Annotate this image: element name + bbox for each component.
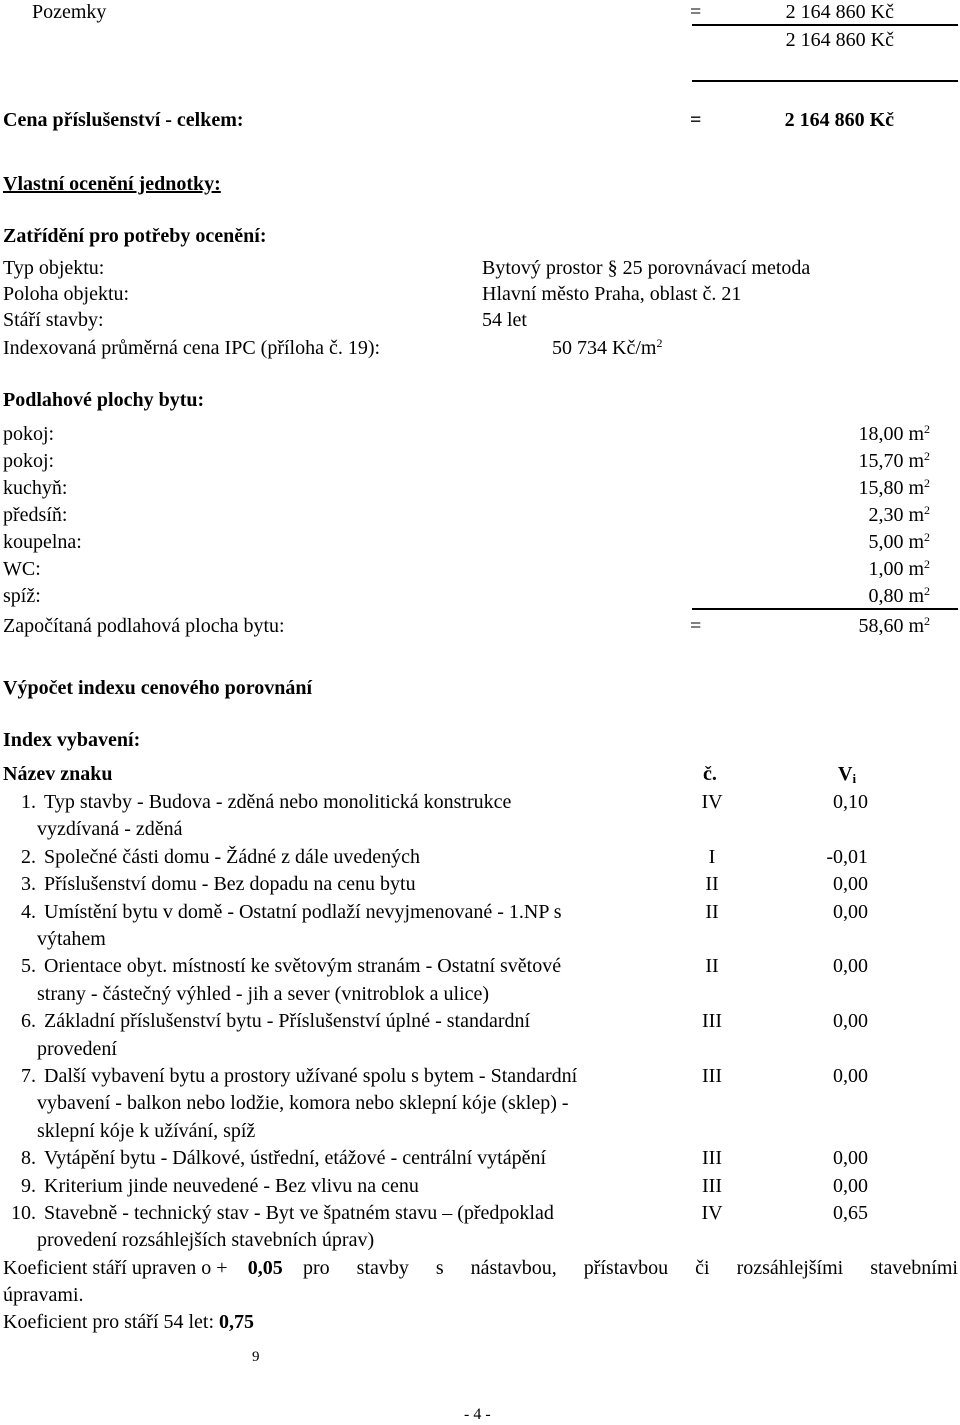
index-item-class: III [702, 1147, 722, 1170]
accessories-total-label: Cena příslušenství - celkem: [3, 109, 244, 131]
room-area [760, 530, 930, 554]
section-sign: § [607, 257, 618, 279]
room-area-unit-sup: 2 [924, 449, 930, 463]
building-age-value: 54 let [482, 309, 527, 331]
age-coef-word: či [695, 1257, 710, 1279]
room-area-number: 2,30 [868, 504, 904, 526]
room-area-unit: m [908, 423, 924, 445]
col-header-number: č. [703, 763, 717, 785]
col-header-v [838, 762, 856, 786]
index-item-number: 2. [21, 845, 36, 868]
index-item-text: Vytápění bytu - Dálkové, ústřední, etážové - centrální vytápění [44, 1147, 547, 1170]
room-name: spíž: [3, 585, 41, 607]
accessories-total-value: 2 164 860 Kč [784, 109, 894, 131]
index-item-value: -0,01 [826, 845, 868, 868]
index-item-text: Orientace obyt. místností ke světovým stranám - Ostatní světové [44, 955, 562, 978]
index-item-value: 0,00 [833, 873, 868, 896]
index-item-class: III [702, 1065, 722, 1087]
ipc-value [552, 336, 662, 360]
index-item-text: Další vybavení bytu a prostory užívané spolu s bytem - Standardní [44, 1065, 578, 1087]
index-item-class: II [705, 900, 719, 923]
room-area-unit: m [908, 585, 924, 607]
room-area-unit-sup: 2 [924, 584, 930, 598]
col-header-v-sub: i [852, 771, 857, 786]
index-item-text: Typ stavby - Budova - zděná nebo monolitická konstrukce [44, 791, 512, 813]
equipment-index-heading: Index vybavení: [3, 729, 141, 751]
object-location-label: Poloha objektu: [3, 283, 130, 305]
index-item-text: výtahem [37, 928, 106, 950]
index-item-value: 0,00 [833, 1065, 868, 1087]
index-item-text: strany - částečný výhled - jih a sever (vnitroblok a ulice) [37, 982, 490, 1005]
index-item-value: 0,00 [833, 1174, 868, 1197]
room-area-unit: m [908, 450, 924, 472]
col-header-name: Název znaku [3, 763, 113, 785]
index-item-class: II [705, 873, 719, 896]
floor-total-number: 58,60 [858, 615, 904, 637]
underline-subtotal [692, 80, 958, 82]
classification-heading: Zatřídění pro potřeby ocenění: [3, 225, 267, 247]
object-location-value: Hlavní město Praha, oblast č. 21 [482, 283, 742, 305]
room-name: předsíň: [3, 504, 68, 526]
age-coef-word: s [435, 1257, 444, 1279]
footnote-mark: 9 [252, 1349, 260, 1365]
underline-pozemky [692, 24, 958, 26]
index-item-class: II [705, 955, 719, 978]
room-area-unit: m [908, 558, 924, 580]
index-item-class: IV [701, 791, 723, 813]
subtotal-value: 2 164 860 Kč [785, 29, 894, 51]
object-type-text: Bytový prostor [482, 257, 603, 279]
index-item-number: 9. [21, 1174, 36, 1197]
index-item-number: 8. [21, 1147, 36, 1170]
room-area-unit: m [908, 531, 924, 553]
floor-total-unit-sup: 2 [924, 614, 930, 628]
pozemky-equals: = [690, 1, 702, 23]
col-header-v-text: V [838, 763, 853, 785]
floor-total-unit: m [908, 615, 924, 637]
age-coef-text-a: Koeficient stáří upraven o + [3, 1257, 228, 1279]
building-age-label: Stáří stavby: [3, 309, 104, 331]
index-item-text: Stavebně - technický stav - Byt ve špatném stavu – (předpoklad [44, 1202, 554, 1224]
room-area-unit-sup: 2 [924, 503, 930, 517]
room-name: WC: [3, 558, 41, 580]
age-coef-word: rozsáhlejšími [736, 1257, 844, 1279]
room-area [760, 422, 930, 446]
ipc-value-text: 50 734 Kč/m [552, 337, 657, 359]
age-coef-word: stavebními [870, 1257, 958, 1279]
room-name: koupelna: [3, 531, 82, 553]
index-item-number: 10. [11, 1202, 36, 1224]
index-item-number: 4. [21, 900, 36, 923]
age-coef-line-3 [3, 1310, 254, 1334]
age-coef-line-2: úpravami. [3, 1284, 84, 1306]
age-coef-word: přístavbou [583, 1257, 669, 1279]
room-area [760, 557, 930, 581]
index-item-value: 0,00 [833, 955, 868, 978]
room-area-number: 1,00 [868, 558, 904, 580]
index-item-value: 0,00 [833, 1147, 868, 1170]
index-item-text: provedení rozsáhlejších stavebních úprav) [37, 1229, 375, 1252]
room-area-number: 0,80 [868, 585, 904, 607]
age-coef-line-1 [3, 1256, 958, 1280]
room-name: kuchyň: [3, 477, 68, 499]
room-area [760, 476, 930, 500]
index-item-number: 1. [21, 791, 36, 813]
floor-total-value [760, 614, 930, 638]
age-coef-text-b [303, 1256, 958, 1280]
index-heading: Výpočet indexu cenového porovnání [3, 677, 313, 699]
room-area [760, 503, 930, 527]
index-item-number: 6. [21, 1010, 36, 1033]
room-area-unit-sup: 2 [924, 557, 930, 571]
pozemky-label: Pozemky [32, 1, 107, 23]
index-item-value: 0,10 [833, 791, 868, 813]
object-type-method: 25 porovnávací metoda [622, 257, 811, 279]
room-area-unit-sup: 2 [924, 530, 930, 544]
room-area-unit: m [908, 477, 924, 499]
index-item-text: Kriterium jinde neuvedené - Bez vlivu na cenu [44, 1174, 419, 1197]
index-item-class: III [702, 1174, 722, 1197]
index-item-number: 7. [21, 1065, 36, 1087]
room-name: pokoj: [3, 423, 55, 445]
object-type-label: Typ objektu: [3, 257, 105, 279]
index-item-number: 3. [21, 873, 36, 896]
index-item-value: 0,00 [833, 1010, 868, 1033]
pozemky-value: 2 164 860 Kč [785, 1, 894, 23]
age-coef-adjustment: 0,05 [247, 1257, 283, 1279]
index-item-text: vybavení - balkon nebo lodžie, komora nebo sklepní kóje (sklep) - [37, 1092, 569, 1115]
index-item-text: vyzdívaná - zděná [37, 818, 183, 841]
index-item-class: III [702, 1010, 722, 1033]
room-area-number: 5,00 [868, 531, 904, 553]
page-number: - 4 - [464, 1406, 491, 1423]
index-item-text: sklepní kóje k užívání, spíž [37, 1119, 256, 1142]
index-item-text: Příslušenství domu - Bez dopadu na cenu bytu [44, 873, 416, 896]
index-item-number: 5. [21, 955, 36, 978]
room-area-unit-sup: 2 [924, 476, 930, 490]
index-item-value: 0,65 [833, 1202, 868, 1224]
room-area-number: 15,70 [858, 450, 904, 472]
room-name: pokoj: [3, 450, 55, 472]
ipc-value-sup: 2 [656, 336, 663, 350]
age-coef-value: 0,75 [219, 1311, 255, 1333]
floor-total-equals: = [690, 615, 702, 637]
age-coef-word: stavby [356, 1257, 409, 1279]
room-area [760, 584, 930, 608]
floor-areas-heading: Podlahové plochy bytu: [3, 389, 205, 411]
underline-floor-areas [692, 608, 958, 610]
index-item-value: 0,00 [833, 900, 868, 923]
age-coef-word: pro [303, 1257, 330, 1279]
room-area-number: 15,80 [858, 477, 904, 499]
index-item-class: IV [701, 1202, 723, 1224]
index-item-text: provedení [37, 1037, 117, 1060]
room-area-unit: m [908, 504, 924, 526]
age-coef-label: Koeficient pro stáří 54 let: [3, 1311, 215, 1333]
index-item-text: Umístění bytu v domě - Ostatní podlaží nevyjmenované - 1.NP s [44, 900, 562, 923]
age-coef-word: nástavbou, [470, 1257, 557, 1279]
floor-total-label: Započítaná podlahová plocha bytu: [3, 615, 285, 637]
unit-valuation-heading: Vlastní ocenění jednotky: [3, 173, 221, 195]
index-item-text: Společné části domu - Žádné z dále uvedených [44, 845, 420, 868]
object-type-value [482, 256, 810, 280]
room-area-number: 18,00 [858, 423, 904, 445]
ipc-label: Indexovaná průměrná cena IPC (příloha č. 19): [3, 337, 381, 359]
accessories-total-equals: = [690, 109, 702, 131]
index-item-text: Základní příslušenství bytu - Příslušenství úplné - standardní [44, 1010, 531, 1033]
index-item-class: I [708, 845, 716, 868]
room-area [760, 449, 930, 473]
room-area-unit-sup: 2 [924, 422, 930, 436]
